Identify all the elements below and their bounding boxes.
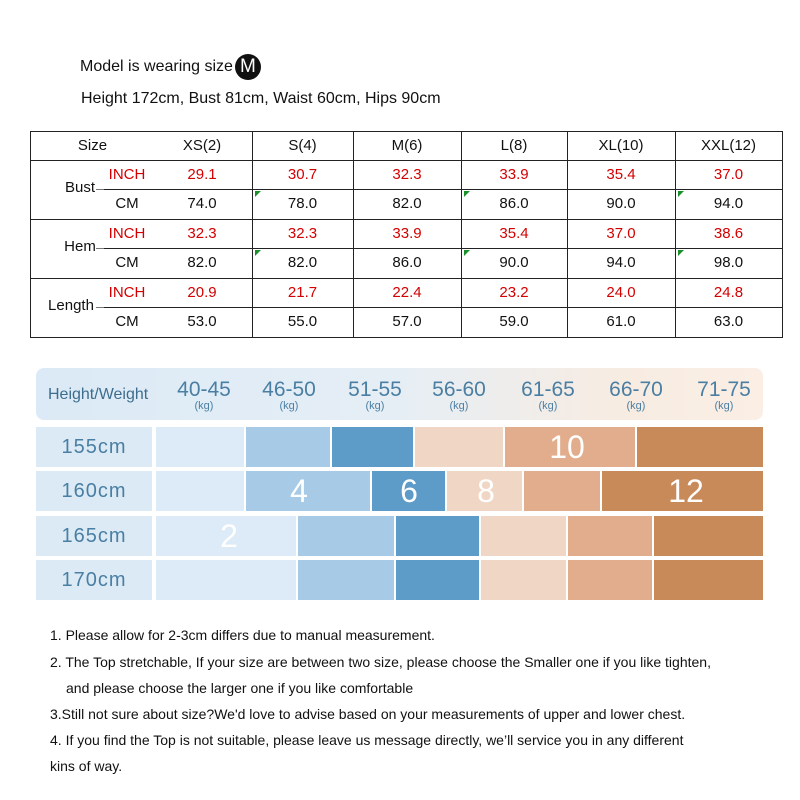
note-2-continued: and please choose the larger one if you like comfortable xyxy=(66,680,414,696)
size-number-12: 12 xyxy=(668,473,704,509)
unit-inch: INCH xyxy=(108,284,146,301)
value-cell: 86.0 xyxy=(499,195,529,212)
table-border-bottom xyxy=(30,337,783,338)
size-segment-10 xyxy=(524,471,600,511)
note-4: 4. If you find the Top is not suitable, please leave us message directly, we’ll service you in any different xyxy=(50,732,684,748)
group-label-length: Length xyxy=(48,297,94,314)
model-size-line xyxy=(80,54,261,80)
value-cell: 86.0 xyxy=(392,254,422,271)
weight-range: 40-45 (kg) xyxy=(177,378,231,412)
model-measurements: Height 172cm, Bust 81cm, Waist 60cm, Hips 90cm xyxy=(81,90,441,107)
cell-marker xyxy=(678,191,684,197)
note-2: 2. The Top stretchable, If your size are between two size, please choose the Smaller one if you like tighten, xyxy=(50,654,711,670)
value-cell: 30.7 xyxy=(287,166,318,183)
size-number-10: 10 xyxy=(549,429,585,465)
size-segment-6 xyxy=(396,560,479,600)
column-header: XXL(12) xyxy=(700,137,757,154)
unit-cm: CM xyxy=(115,313,139,330)
table-border-right xyxy=(782,131,783,338)
value-cell: 37.0 xyxy=(713,166,744,183)
size-segment-2 xyxy=(156,427,244,467)
size-table xyxy=(30,131,783,338)
cell-marker xyxy=(464,250,470,256)
value-cell: 98.0 xyxy=(713,254,744,271)
value-cell: 74.0 xyxy=(187,195,217,212)
value-cell: 78.0 xyxy=(287,195,318,212)
unit-inch: INCH xyxy=(108,166,146,183)
column-header: XS(2) xyxy=(182,137,222,154)
value-cell: 24.8 xyxy=(713,284,744,301)
weight-range: 61-65 (kg) xyxy=(521,378,575,412)
note-3: 3.Still not sure about size?We'd love to advise based on your measurements of upper and lower chest. xyxy=(50,706,686,722)
weight-range: 51-55 (kg) xyxy=(348,378,402,412)
cell-marker xyxy=(464,191,470,197)
value-cell: 55.0 xyxy=(287,313,318,330)
size-segment-2 xyxy=(156,560,296,600)
value-cell: 57.0 xyxy=(392,313,422,330)
value-cell: 37.0 xyxy=(606,225,636,242)
value-cell: 94.0 xyxy=(606,254,636,271)
value-cell: 33.9 xyxy=(499,166,529,183)
value-cell: 32.3 xyxy=(187,225,217,242)
table-group-divider xyxy=(30,278,783,279)
value-cell: 82.0 xyxy=(187,254,217,271)
size-segment-8 xyxy=(481,560,566,600)
table-border-left xyxy=(30,131,31,338)
height-weight-chart xyxy=(36,368,763,605)
value-cell: 32.3 xyxy=(287,225,318,242)
size-number-2: 2 xyxy=(220,518,238,554)
value-cell: 53.0 xyxy=(187,313,217,330)
value-cell: 90.0 xyxy=(499,254,529,271)
weight-range: 46-50 (kg) xyxy=(262,378,316,412)
weight-range: 66-70 (kg) xyxy=(609,378,663,412)
cell-marker xyxy=(678,250,684,256)
column-header: L(8) xyxy=(500,137,528,154)
group-label-hem: Hem xyxy=(64,238,96,255)
note-4-continued: kins of way. xyxy=(50,758,123,774)
size-segment-6 xyxy=(396,516,479,556)
value-cell: 61.0 xyxy=(606,313,636,330)
height-weight-label: Height/Weight xyxy=(48,386,149,403)
model-size-text: Model is wearing size xyxy=(80,58,233,76)
value-cell: 22.4 xyxy=(392,284,422,301)
unit-cm: CM xyxy=(115,254,139,271)
weight-range: 71-75 (kg) xyxy=(697,378,751,412)
table-header-divider xyxy=(30,160,783,161)
value-cell: 94.0 xyxy=(713,195,744,212)
size-segment-10 xyxy=(568,560,652,600)
value-cell: 59.0 xyxy=(499,313,529,330)
size-segment-6 xyxy=(332,427,413,467)
size-segment-12 xyxy=(637,427,763,467)
size-segment-8 xyxy=(481,516,566,556)
column-header: M(6) xyxy=(391,137,423,154)
unit-cm: CM xyxy=(115,195,139,212)
value-cell: 29.1 xyxy=(187,166,217,183)
size-number-6: 6 xyxy=(400,473,418,509)
value-cell: 38.6 xyxy=(713,225,744,242)
value-cell: 23.2 xyxy=(499,284,529,301)
size-segment-10 xyxy=(568,516,652,556)
height-label: 155cm xyxy=(36,427,152,467)
size-segment-2 xyxy=(156,471,244,511)
height-label: 160cm xyxy=(36,471,152,511)
unit-inch: INCH xyxy=(108,225,146,242)
size-segment-4 xyxy=(298,560,394,600)
value-cell: 35.4 xyxy=(499,225,529,242)
table-subrow-divider xyxy=(102,189,783,190)
weight-range: 56-60 (kg) xyxy=(432,378,486,412)
value-cell: 33.9 xyxy=(392,225,422,242)
value-cell: 82.0 xyxy=(392,195,422,212)
value-cell: 20.9 xyxy=(187,284,217,301)
model-size-badge: M xyxy=(235,54,261,80)
value-cell: 63.0 xyxy=(713,313,744,330)
size-segment-8 xyxy=(415,427,503,467)
table-subrow-divider xyxy=(102,307,783,308)
height-label: 165cm xyxy=(36,516,152,556)
group-label-bust: Bust xyxy=(64,179,95,196)
value-cell: 90.0 xyxy=(606,195,636,212)
size-segment-12 xyxy=(654,560,763,600)
column-header: S(4) xyxy=(288,137,317,154)
size-segment-4 xyxy=(298,516,394,556)
value-cell: 21.7 xyxy=(287,284,318,301)
table-subrow-divider xyxy=(102,248,783,249)
value-cell: 24.0 xyxy=(606,284,636,301)
size-segment-12 xyxy=(654,516,763,556)
size-segment-4 xyxy=(246,427,330,467)
column-header: XL(10) xyxy=(598,137,644,154)
value-cell: 82.0 xyxy=(287,254,318,271)
size-number-4: 4 xyxy=(290,473,308,509)
value-cell: 35.4 xyxy=(606,166,636,183)
size-header: Size xyxy=(77,137,108,154)
height-label: 170cm xyxy=(36,560,152,600)
note-1: 1. Please allow for 2-3cm differs due to manual measurement. xyxy=(50,627,435,643)
cell-marker xyxy=(255,250,261,256)
table-group-divider xyxy=(30,219,783,220)
value-cell: 32.3 xyxy=(392,166,422,183)
table-border-top xyxy=(30,131,783,132)
cell-marker xyxy=(255,191,261,197)
size-number-8: 8 xyxy=(477,473,495,509)
